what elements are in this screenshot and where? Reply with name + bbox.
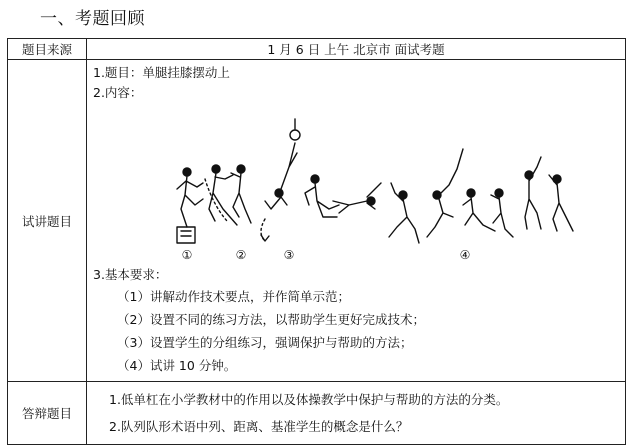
figure-label-3: ③ (283, 248, 295, 262)
requirement-item: （1）讲解动作技术要点，并作简单示范； (117, 289, 350, 304)
lecture-content-heading: 2.内容： (93, 85, 143, 100)
requirement-item: （4）试讲 10 分钟。 (117, 358, 237, 373)
defense-question: 1.低单杠在小学教材中的作用以及体操教学中保护与帮助的方法的分类。 (109, 392, 509, 407)
lecture-label: 试讲题目 (8, 60, 87, 382)
source-row (8, 39, 626, 60)
figure-label-1: ① (181, 248, 193, 262)
requirements-heading: 3.基本要求： (93, 267, 168, 282)
figure-label-4: ④ (459, 248, 471, 262)
defense-row (8, 382, 626, 445)
defense-questions (87, 382, 626, 445)
source-label: 题目来源 (8, 39, 87, 60)
figure-label-2: ② (235, 248, 247, 262)
lecture-content (87, 60, 626, 382)
requirement-item: （3）设置学生的分组练习，强调保护与帮助的方法； (117, 335, 413, 350)
defense-question: 2.队列队形术语中列、距离、基准学生的概念是什么？ (109, 419, 409, 434)
gymnastics-illustration (93, 109, 619, 265)
lecture-title: 1.题目：单腿挂膝摆动上 (93, 65, 230, 80)
requirement-item: （2）设置不同的练习方法，以帮助学生更好完成技术； (117, 312, 425, 327)
horizontal-bar-sequence-image (153, 109, 583, 265)
lecture-row (8, 60, 626, 382)
defense-label: 答辩题目 (8, 382, 87, 445)
source-value: 1 月 6 日 上午 北京市 面试考题 (87, 39, 626, 60)
exam-table (7, 38, 626, 445)
section-heading: 一、考题回顾 (40, 9, 145, 29)
